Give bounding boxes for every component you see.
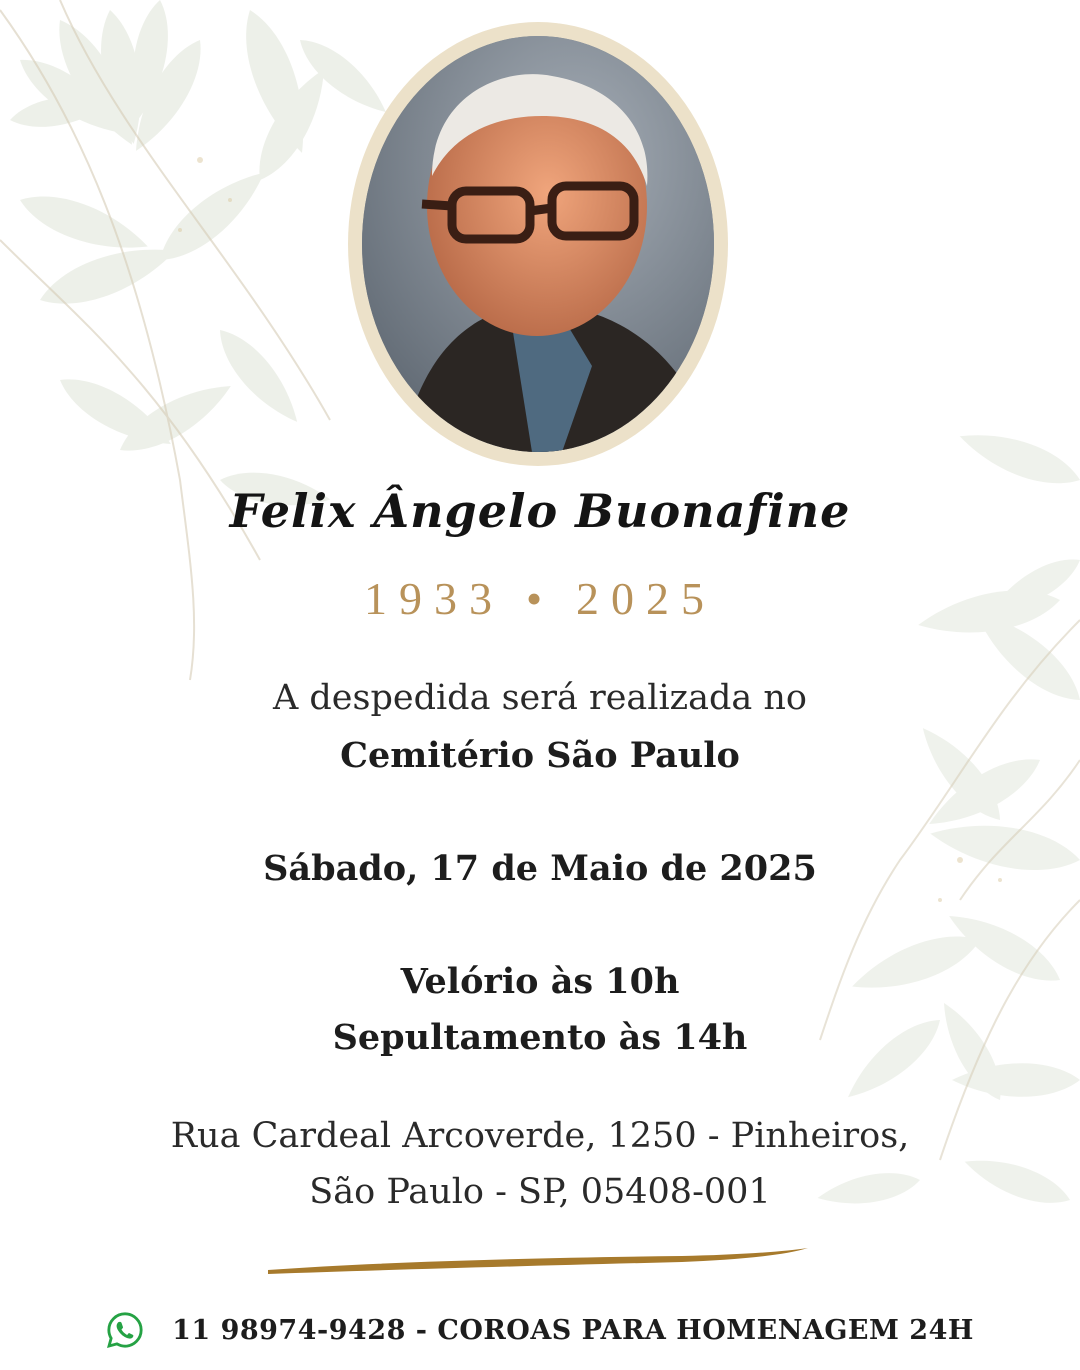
deceased-name: Felix Ângelo Buonafine (229, 484, 851, 538)
ceremony-date: Sábado, 17 de Maio de 2025 (263, 848, 817, 889)
ceremony-intro: A despedida será realizada no (272, 678, 807, 718)
address-line-2: São Paulo - SP, 05408-001 (309, 1172, 771, 1212)
life-years (0, 572, 1080, 625)
footer-contact (0, 1306, 1080, 1354)
whatsapp-icon[interactable] (106, 1311, 144, 1349)
burial-time: Sepultamento às 14h (332, 1017, 748, 1058)
year-separator: • (525, 573, 555, 624)
footer-text: 11 98974-9428 - COROAS PARA HOMENAGEM 24H (172, 1314, 974, 1346)
ceremony-place: Cemitério São Paulo (340, 735, 740, 776)
brush-divider (262, 1244, 812, 1278)
wake-time: Velório às 10h (400, 961, 680, 1002)
address-line-1: Rua Cardeal Arcoverde, 1250 - Pinheiros, (170, 1116, 910, 1156)
death-year: 2025 (576, 573, 717, 624)
portrait-photo (362, 36, 714, 452)
birth-year: 1933 (363, 573, 504, 624)
